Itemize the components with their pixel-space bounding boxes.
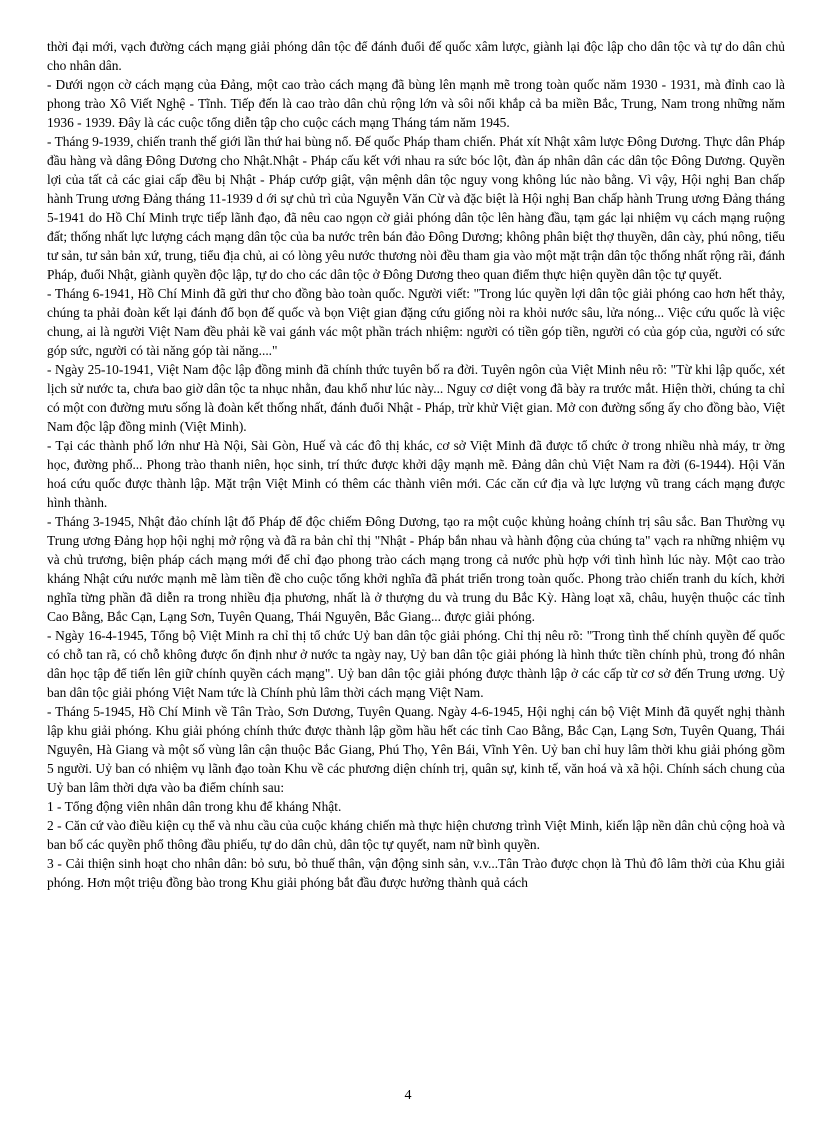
page-body — [47, 37, 785, 892]
paragraph-8: - Ngày 16-4-1945, Tổng bộ Việt Minh ra chỉ thị tổ chức Uỷ ban dân tộc giải phóng. Chỉ thị nêu rõ: "Trong tình thế chính quyền đế quốc có chỗ tan rã, có chỗ không được ổn định như ở nước ta ngày nay, Uỷ ban dân tộc giải phóng là hình thức tiền chính phủ, trong đó nhân dân học tập để tiến lên giữ chính quyền cách mạng". Uỷ ban dân tộc giải phóng được thành lập ở các cấp từ cơ sở đến Trung ương. Uỷ ban dân tộc giải phóng Việt Nam tức là Chính phủ lâm thời cách mạng Việt Nam. — [47, 628, 785, 700]
list-item-1: 1 - Tổng động viên nhân dân trong khu để kháng Nhật. — [47, 799, 342, 814]
paragraph-7: - Tháng 3-1945, Nhật đảo chính lật đổ Pháp để độc chiếm Đông Dương, tạo ra một cuộc khủng hoảng chính trị sâu sắc. Ban Thường vụ Trung ương Đảng họp hội nghị mở rộng và đã ra bản chỉ thị "Nhật - Pháp bắn nhau và hành động của chúng ta" vạch ra những nhiệm vụ và chủ trương, biện pháp cách mạng mới để chỉ đạo phong trào cách mạng trong cả nước phù hợp với tình hình lúc này. Một cao trào kháng Nhật cứu nước mạnh mẽ làm tiền đề cho cuộc tổng khởi nghĩa đã phát triển trong toàn quốc. Phong trào chiến tranh du kích, khởi nghĩa từng phần đã diễn ra trong nhiều địa phương, nhất là ở thượng du và trung du Bắc Kỳ. Hàng loạt xã, châu, huyện thuộc các tỉnh Cao Bằng, Bắc Cạn, Lạng Sơn, Tuyên Quang, Thái Nguyên, Bắc Giang... được giải phóng. — [47, 514, 785, 624]
page-number: 4 — [404, 1088, 412, 1103]
list-item-3: 3 - Cải thiện sinh hoạt cho nhân dân: bỏ sưu, bỏ thuế thân, vận động sinh sản, v.v...Tân Trào được chọn là Thủ đô lâm thời của Khu giải phóng. Hơn một triệu đồng bào trong Khu giải phóng bắt đầu được hưởng thành quả cách — [47, 856, 785, 890]
paragraph-4: - Tháng 6-1941, Hồ Chí Minh đã gửi thư cho đồng bào toàn quốc. Người viết: "Trong lúc quyền lợi dân tộc giải phóng cao hơn hết thảy, chúng ta phải đoàn kết lại đánh đổ bọn đế quốc và bọn Việt gian đặng cứu giống nòi ra khỏi nước sâu, lửa nóng... Việc cứu quốc là việc chung, ai là người Việt Nam đều phải kề vai gánh vác một phần trách nhiệm: người có tiền góp tiền, người có của góp của, người có sức góp sức, người có tài năng góp tài năng...." — [47, 286, 785, 358]
paragraph-6: - Tại các thành phố lớn như Hà Nội, Sài Gòn, Huế và các đô thị khác, cơ sở Việt Minh đã được tổ chức ở trong nhiều nhà máy, tr ờng học, đường phố... Phong trào thanh niên, học sinh, trí thức được khởi dậy mạnh mẽ. Đảng dân chủ Việt Nam ra đời (6-1944). Hội Văn hoá cứu quốc được thành lập. Mặt trận Việt Minh có thêm các thành viên mới. Các căn cứ địa và lực lượng vũ trang cách mạng được hình thành. — [47, 438, 785, 510]
paragraph-5: - Ngày 25-10-1941, Việt Nam độc lập đồng minh đã chính thức tuyên bố ra đời. Tuyên ngôn của Việt Minh nêu rõ: "Từ khi lập quốc, xét lịch sử nước ta, chưa bao giờ dân tộc ta nhục nhằn, đau khổ như lúc này... Nguy cơ diệt vong đã bày ra trước mắt. Hiện thời, chúng ta chỉ có một con đường mưu sống là đoàn kết thống nhất, đánh đuổi Nhật - Pháp, trừ khử Việt gian. Mở con đường sống ấy cho đồng bào, Việt Nam độc lập đồng minh (Việt Minh). — [47, 362, 785, 434]
list-item-2: 2 - Căn cứ vào điều kiện cụ thể và nhu cầu của cuộc kháng chiến mà thực hiện chương trình Việt Minh, kiến lập nền dân chủ cộng hoà và ban bố các quyền phổ thông đầu phiếu, tự do dân chủ, dân tộc tự quyết, nam nữ bình quyền. — [47, 818, 785, 852]
paragraph-3: - Tháng 9-1939, chiến tranh thế giới lần thứ hai bùng nổ. Đế quốc Pháp tham chiến. Phát xít Nhật xâm lược Đông Dương. Thực dân Pháp đầu hàng và dâng Đông Dương cho Nhật.Nhật - Pháp cấu kết với nhau ra sức bóc lột, đàn áp nhân dân các dân tộc Đông Dương. Quyền lợi của tất cả các giai cấp đều bị Nhật - Pháp cướp giật, vận mệnh dân tộc nguy vong không lúc nào bằng. Vì vậy, Hội nghị Ban chấp hành Trung ương Đảng tháng 11-1939 d ới sự chủ trì của Nguyễn Văn Cừ và đặc biệt là Hội nghị Ban chấp hành Trung ương Đảng tháng 5-1941 do Hồ Chí Minh trực tiếp lãnh đạo, đã nêu cao ngọn cờ giải phóng dân tộc lên hàng đầu, tạm gác lại nhiệm vụ cách mạng ruộng đất; thống nhất lực lượng cách mạng dân tộc của ba nước trên bán đảo Đông Dương; không phân biệt thợ thuyền, dân cày, phú nông, tiểu tư sản, tư sản bản xứ, trung, tiểu địa chủ, ai có lòng yêu nước thương nòi đều tham gia vào một mặt trận dân tộc thống nhất rộng rãi, đánh Pháp, đuổi Nhật, giành quyền độc lập, tự do cho các dân tộc ở Đông Dương theo quan điểm thực hiện quyền dân tộc tự quyết. — [47, 134, 785, 282]
paragraph-9: - Tháng 5-1945, Hồ Chí Minh về Tân Trào, Sơn Dương, Tuyên Quang. Ngày 4-6-1945, Hội nghị cán bộ Việt Minh đã quyết nghị thành lập khu giải phóng. Khu giải phóng chính thức được thành lập gồm hầu hết các tỉnh Cao Bằng, Bắc Cạn, Lạng Sơn, Tuyên Quang, Thái Nguyên, Hà Giang và một số vùng lân cận thuộc Bắc Giang, Phú Thọ, Yên Bái, Vĩnh Yên. Uỷ ban chỉ huy lâm thời khu giải phóng gồm 5 người. Uỷ ban có nhiệm vụ lãnh đạo toàn Khu về các phương diện chính trị, quân sự, kinh tế, văn hoá và xã hội. Chính sách chung của Uỷ ban lâm thời dựa vào ba điểm chính sau: — [47, 704, 785, 795]
paragraph-2: - Dưới ngọn cờ cách mạng của Đảng, một cao trào cách mạng đã bùng lên mạnh mẽ trong toàn quốc năm 1930 - 1931, mà đỉnh cao là phong trào Xô Viết Nghệ - Tĩnh. Tiếp đến là cao trào dân chủ rộng lớn và sôi nổi khắp cả ba miền Bắc, Trung, Nam trong những năm 1936 - 1939. Đây là các cuộc tổng diễn tập cho cuộc cách mạng Tháng tám năm 1945. — [47, 77, 785, 130]
paragraph-1: thời đại mới, vạch đường cách mạng giải phóng dân tộc để đánh đuổi đế quốc xâm lược, giành lại độc lập cho dân tộc và tự do dân chủ cho nhân dân. — [47, 39, 785, 73]
